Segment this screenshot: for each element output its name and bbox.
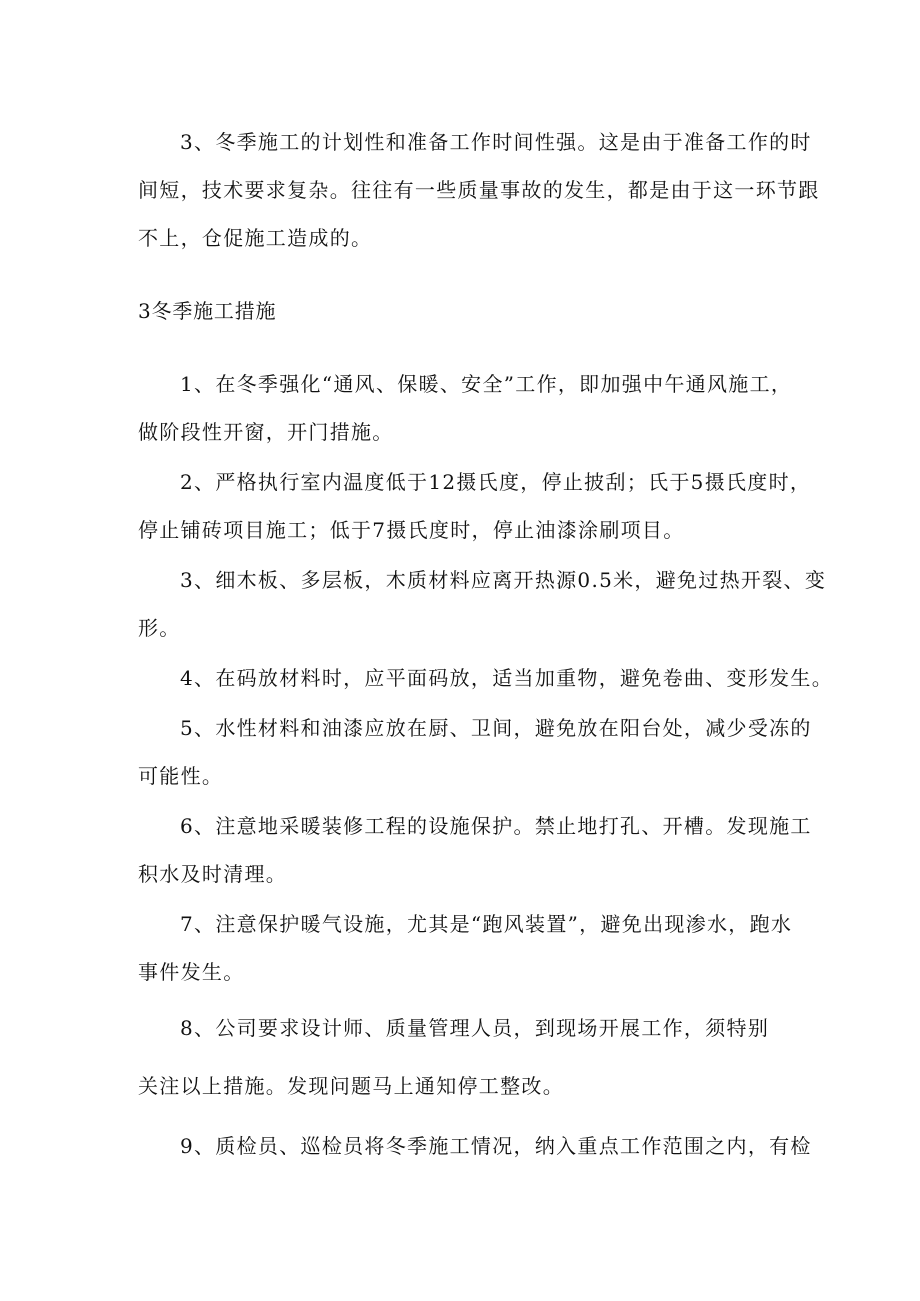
measure-6-line-1: 6、注意地采暖装修工程的设施保护。禁止地打孔、开槽。发现施工 <box>180 814 812 838</box>
section-heading: 3冬季施工措施 <box>138 299 277 323</box>
measure-7-line-2: 事件发生。 <box>138 960 245 984</box>
intro-item-3-line-1: 3、冬季施工的计划性和准备工作时间性强。这是由于准备工作的时 <box>180 130 812 154</box>
measure-1-line-2: 做阶段性开窗，开门措施。 <box>138 420 394 444</box>
measure-5-line-2: 可能性。 <box>138 764 224 788</box>
measure-2-line-1: 2、严格执行室内温度低于12摄氏度，停止披刮；氏于5摄氏度时， <box>180 470 812 494</box>
measure-6-line-2: 积水及时清理。 <box>138 862 288 886</box>
intro-item-3-line-3: 不上，仓促施工造成的。 <box>138 226 373 250</box>
measure-9-line-1: 9、质检员、巡检员将冬季施工情况，纳入重点工作范围之内，有检 <box>180 1134 812 1158</box>
measure-5-line-1: 5、水性材料和油漆应放在厨、卫间，避免放在阳台处，减少受冻的 <box>180 716 812 740</box>
measure-1-line-1: 1、在冬季强化“通风、保暖、安全”工作，即加强中午通风施工， <box>180 372 793 396</box>
measure-8-line-2: 关注以上措施。发现问题马上通知停工整改。 <box>138 1074 564 1098</box>
intro-item-3-line-2: 间短，技术要求复杂。往往有一些质量事故的发生，都是由于这一环节跟 <box>138 178 820 202</box>
measure-8-line-1: 8、公司要求设计师、质量管理人员，到现场开展工作，须特别 <box>180 1016 770 1040</box>
measure-4-line-1: 4、在码放材料时，应平面码放，适当加重物，避免卷曲、变形发生。 <box>180 666 834 690</box>
measure-7-line-1: 7、注意保护暖气设施，尤其是“跑风装置”，避免出现渗水，跑水 <box>180 912 793 936</box>
measure-3-line-1: 3、细木板、多层板，木质材料应离开热源0.5米，避免过热开裂、变 <box>180 568 827 592</box>
measure-3-line-2: 形。 <box>138 616 181 640</box>
measure-2-line-2: 停止铺砖项目施工；低于7摄氏度时，停止油漆涂刷项目。 <box>138 518 685 542</box>
